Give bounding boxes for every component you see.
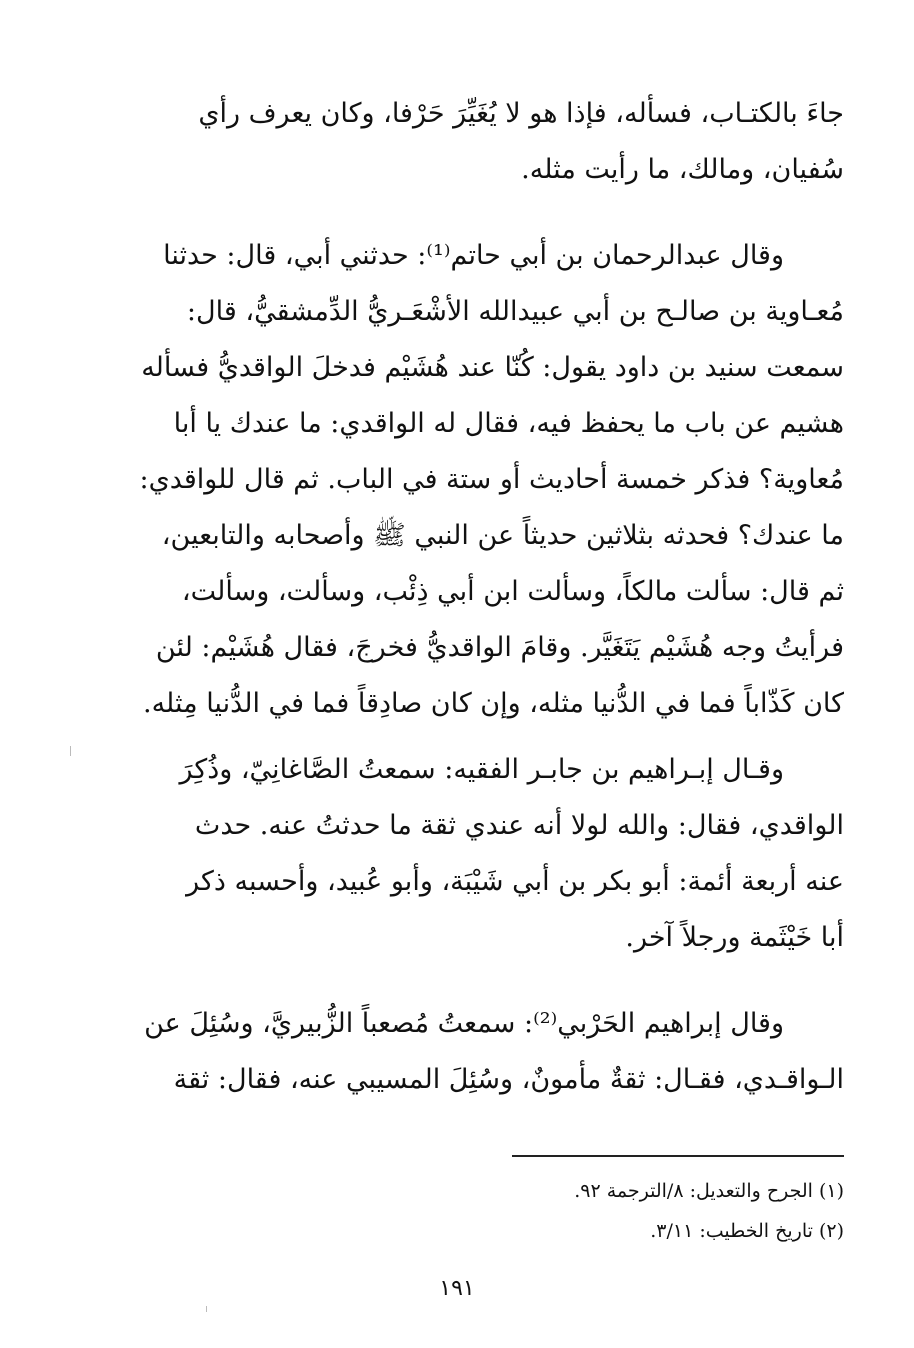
text-line: وقـال إبـراهيم بن جابـر الفقيه: سمعتُ الصَّاغانِيّ، وذُكِرَ [179,754,784,785]
text-line: وقال إبراهيم الحَرْبي⁽²⁾: سمعتُ مُصعباً الزُّبيريَّ، وسُئِلَ عن [144,1008,784,1039]
text-line: أبا خَيْثَمة ورجلاً آخر. [625,922,844,953]
text-line: ثم قال: سألت مالكاً، وسألت ابن أبي ذِئْب، وسألت، وسألت، [181,576,844,607]
text-line: مُعاوية؟ فذكر خمسة أحاديث أو ستة في الباب. ثم قال للواقدي: [139,464,844,495]
text-line: جاءَ بالكتـاب، فسأله، فإذا هو لا يُغَيِّرَ حَرْفا، وكان يعرف رأي [198,98,844,129]
text-line: الواقدي، فقال: والله لولا أنه عندي ثقة ما حدثتُ عنه. حدث [194,810,844,841]
text-line: عنه أربعة أئمة: أبو بكر بن أبي شَيْبَة، وأبو عُبيد، وأحسبه ذكر [186,866,844,897]
scan-speck [206,1306,207,1312]
text-line: وقال عبدالرحمان بن أبي حاتم⁽¹⁾: حدثني أبي، قال: حدثنا [163,240,784,271]
page-number: ١٩١ [439,1276,475,1301]
paragraph-2 [132,228,844,732]
text-line: سمعت سنيد بن داود يقول: كُنّا عند هُشَيْم فدخلَ الواقديُّ فسأله [141,352,844,383]
text-line: ما عندك؟ فحدثه بثلاثين حديثاً عن النبي ﷺ وأصحابه والتابعين، [161,520,844,551]
paragraph-3 [132,742,844,966]
scan-speck [70,746,71,756]
text-line: فرأيتُ وجه هُشَيْم يَتَغَيَّر. وقامَ الواقديُّ فخرجَ، فقال هُشَيْم: لئن [155,632,844,663]
footnote-1: (١) الجرح والتعديل: ٨/الترجمة ٩٢. [574,1180,844,1202]
footnote-separator [512,1155,844,1157]
text-line: سُفيان، ومالك، ما رأيت مثله. [521,154,844,185]
text-line: هشيم عن باب ما يحفظ فيه، فقال له الواقدي: ما عندك يا أبا [173,408,844,439]
footnote-2: (٢) تاريخ الخطيب: ٣/١١. [650,1220,844,1242]
text-line: كان كَذّاباً فما في الدُّنيا مثله، وإن كان صادِقاً فما في الدُّنيا مِثله. [143,688,844,719]
paragraph-4 [132,996,844,1108]
paragraph-1 [132,86,844,198]
text-line: الـواقـدي، فقـال: ثقةٌ مأمونٌ، وسُئِلَ المسيبي عنه، فقال: ثقة [173,1064,844,1095]
text-line: مُعـاوية بن صالـح بن أبي عبيدالله الأشْعَـريُّ الدِّمشقيُّ، قال: [186,296,844,327]
